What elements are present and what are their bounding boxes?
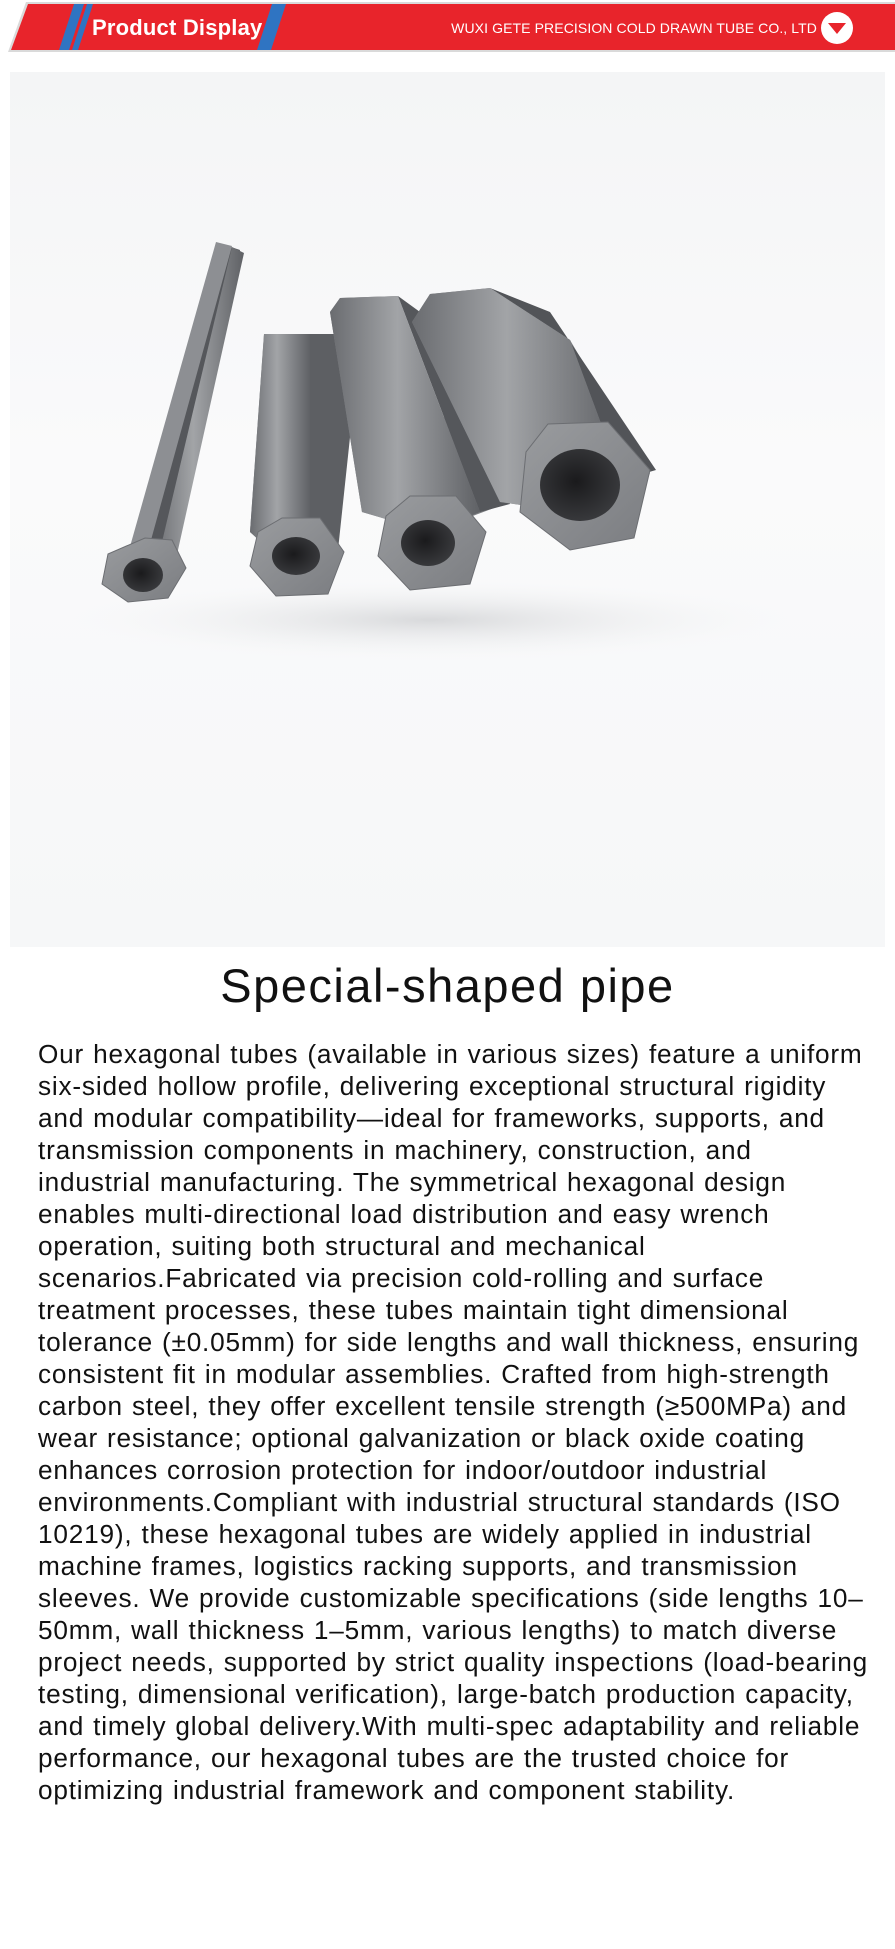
section-title: Product Display (92, 15, 263, 40)
product-description: Our hexagonal tubes (available in various sizes) feature a uniform six-sided hollow profile, delivering exceptional structural rigidity and modular compatibility—ideal for frameworks, supports, and transmission components in machinery, construction, and industrial manufacturing. The symmetrical hexagonal design enables multi-directional load distribution and easy wrench operation, suiting both structural and mechanical scenarios.Fabricated via precision cold-rolling and surface treatment processes, these tubes maintain tight dimensional tolerance (±0.05mm) for side lengths and wall thickness, ensuring consistent fit in modular assemblies. Crafted from high-strength carbon steel, they offer excellent tensile strength (≥500MPa) and wear resistance; optional galvanization or black oxide coating enhances corrosion protection for indoor/outdoor industrial environments.Compliant with industrial structural standards (ISO 10219), these hexagonal tubes are widely applied in industrial machine frames, logistics racking supports, and transmission sleeves. We provide customizable specifications (side lengths 10–50mm, wall thickness 1–5mm, various lengths) to match diverse project needs, supported by strict quality inspections (load-bearing testing, dimensional verification), large-batch production capacity, and timely global delivery.With multi-spec adaptability and reliable performance, our hexagonal tubes are the trusted choice for optimizing industrial framework and component stability. (38, 1039, 868, 1805)
header-banner (0, 0, 895, 58)
hexagonal-tubes-illustration (10, 72, 885, 947)
product-name: Special-shaped pipe (220, 959, 675, 1012)
chevron-down-icon (827, 21, 847, 35)
company-name: WUXI GETE PRECISION COLD DRAWN TUBE CO., LTD (451, 20, 817, 36)
dropdown-toggle-button[interactable] (821, 12, 853, 44)
product-image (10, 72, 885, 947)
